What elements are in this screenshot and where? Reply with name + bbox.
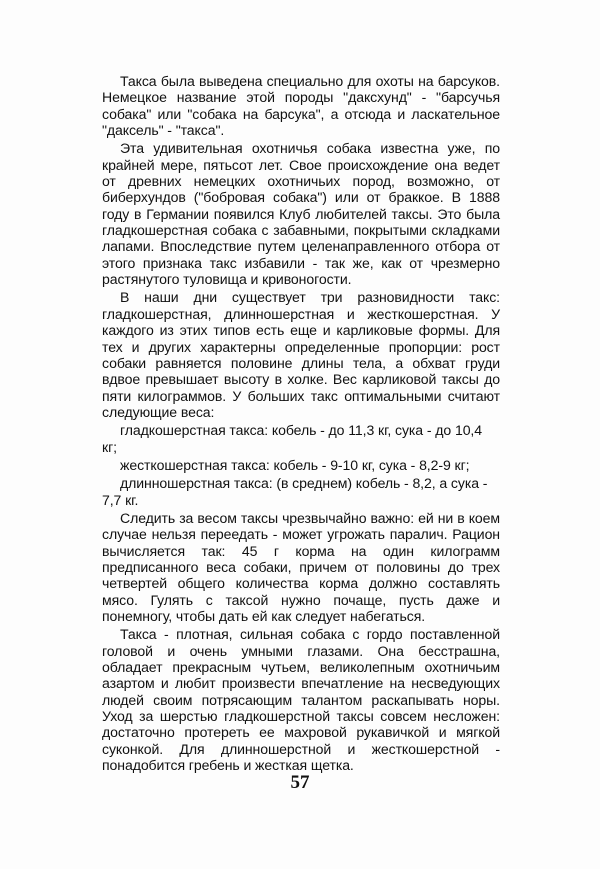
paragraph-diet: Следить за весом таксы чрезвычайно важно: ей ни в коем случае нельзя переедать - может угрожать паралич. Рацион вычисляется так: 45 г корма на один килограмм предписанного веса собаки, причем от половины до трех четвертей общего количества корма должно составлять мясо. Гулять с таксой нужно почаще, пусть даже и понемногу, чтобы дать ей как следует набегаться. — [102, 509, 500, 624]
weight-wire-haired: жесткошерстная такса: кобель - 9-10 кг, сука - 8,2-9 кг; — [120, 456, 470, 473]
weight-smooth-haired: гладкошерстная такса: кобель - до 11,3 кг, сука - до 10,4 кг; — [102, 422, 482, 455]
paragraph-varieties: В наши дни существует три разновидности такс: гладкошерстная, длинношерстная и жесткошерстная. У каждого из этих типов есть еще и карликовые формы. Для тех и других характерны определенные пропорции: рост собаки равняется половине длины тела, а обхват груди вдвое превышает высоту в холке. Вес карликовой таксы до пяти килограммов. У больших такс оптимальными считают следующие веса: — [102, 289, 500, 420]
body-text — [102, 73, 500, 773]
paragraph-character: Такса - плотная, сильная собака с гордо поставленной головой и очень умными глазами. Она бесстрашна, обладает прекрасным чутьем, великолепным охотничьим азартом и любит произвести впечатление на несведующих людей своим потрясающим талантом раскапывать норы. Уход за шерстью гладкошерстной таксы совсем несложен: достаточно протереть ее махровой рукавичкой и мягкой суконкой. Для длинношерстной и жесткошерстной - понадобится гребень и жесткая щетка. — [102, 626, 500, 774]
page-number: 57 — [290, 772, 310, 793]
paragraph-history: Эта удивительная охотничья собака известна уже, по крайней мере, пятьсот лет. Свое происхождение она ведет от древних немецких охотничьих пород, возможно, от биберхундов ("бобровая собака") или от браккое. В 1888 году в Германии появился Клуб любителей таксы. Это была гладкошерстная собака с забавными, покрытыми складками лапами. Впоследствие путем целенаправленного отбора от этого признака такс избавили - так же, как от чрезмерно растянутого туловища и кривоногости. — [102, 140, 500, 288]
weight-long-haired: длинношерстная такса: (в среднем) кобель - 8,2, а сука - 7,7 кг. — [102, 475, 488, 508]
paragraph-origin: Такса была выведена специально для охоты на барсуков. Немецкое название этой породы "даксхунд" - "барсучья собака" или "собака на барсука", а отсюда и ласкательное "даксель" - "такса". — [102, 73, 500, 139]
